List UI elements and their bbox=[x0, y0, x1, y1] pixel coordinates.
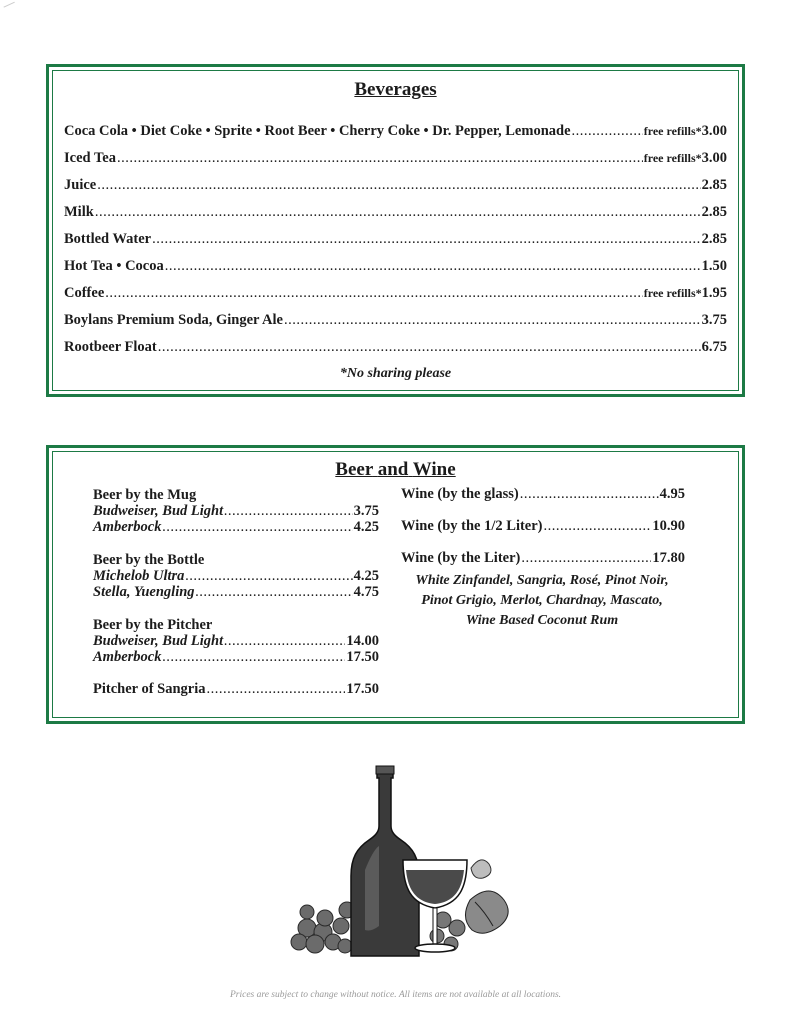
item-price: 3.00 bbox=[701, 150, 727, 166]
beverages-section bbox=[46, 64, 745, 397]
item-name: Coca Cola • Diet Coke • Sprite • Root Beer • Cherry Coke • Dr. Pepper, Lemonade bbox=[64, 123, 571, 139]
mug-heading: Beer by the Mug bbox=[93, 487, 197, 503]
price-disclaimer: Prices are subject to change without notice. All items are not available at all locations. bbox=[229, 990, 562, 1000]
item-name: Iced Tea bbox=[64, 150, 116, 166]
beverages-title: Beverages bbox=[354, 79, 437, 100]
beer-wine-section bbox=[46, 445, 745, 724]
item-name: Milk bbox=[64, 204, 94, 220]
menu-item bbox=[64, 285, 727, 302]
item-price: 2.85 bbox=[701, 177, 727, 193]
item-price: 1.50 bbox=[701, 258, 727, 274]
bottle-heading: Beer by the Bottle bbox=[93, 552, 205, 568]
leader-dots bbox=[572, 123, 643, 140]
item-name: Juice bbox=[64, 177, 97, 193]
item-name: Bottled Water bbox=[64, 231, 152, 247]
menu-item: Wine (by the glass) ..... 4.95 bbox=[401, 486, 685, 503]
menu-item: Wine (by the 1/2 Liter) ..... 10.90 bbox=[401, 518, 685, 535]
menu-item: Amberbock ..... 17.50 bbox=[93, 649, 379, 666]
leader-dots bbox=[97, 177, 700, 194]
item-name: Rootbeer Float bbox=[64, 339, 157, 355]
menu-item bbox=[64, 177, 727, 194]
leader-dots bbox=[165, 258, 701, 275]
leader-dots bbox=[95, 204, 701, 221]
menu-item: Michelob Ultra ..... 4.25 bbox=[93, 568, 379, 585]
item-price: 3.00 bbox=[701, 123, 727, 139]
menu-item bbox=[64, 258, 727, 275]
item-price: 1.95 bbox=[701, 285, 727, 301]
leader-dots bbox=[284, 312, 701, 329]
menu-item bbox=[64, 123, 727, 140]
menu-item: Stella, Yuengling ..... 4.75 bbox=[93, 584, 379, 601]
menu-item bbox=[64, 312, 727, 329]
pitcher-heading: Beer by the Pitcher bbox=[93, 617, 213, 633]
leader-dots bbox=[105, 285, 642, 302]
menu-item: Pitcher of Sangria ..... 17.50 bbox=[93, 681, 379, 698]
item-price: 2.85 bbox=[701, 231, 727, 247]
leader-dots bbox=[117, 150, 643, 167]
item-name: Coffee bbox=[64, 285, 105, 301]
item-note: free refills* bbox=[643, 151, 702, 165]
menu-item bbox=[64, 339, 727, 356]
wine-varieties: White Zinfandel, Sangria, Rosé, Pinot Noir, Pinot Grigio, Merlot, Chardnay, Mascato, Wine Based Coconut Rum bbox=[415, 573, 669, 628]
no-sharing-note: *No sharing please bbox=[339, 366, 452, 381]
item-price: 3.75 bbox=[701, 312, 727, 328]
item-note: free refills* bbox=[643, 124, 702, 138]
beer-wine-title: Beer and Wine bbox=[335, 459, 456, 480]
wine-bottle-illustration bbox=[285, 760, 515, 960]
menu-item: Budweiser, Bud Light ..... 3.75 bbox=[93, 503, 379, 520]
menu-item: Amberbock ..... 4.25 bbox=[93, 519, 379, 536]
item-note: free refills* bbox=[643, 286, 702, 300]
item-name: Hot Tea • Cocoa bbox=[64, 258, 164, 274]
leader-dots bbox=[152, 231, 701, 248]
item-price: 2.85 bbox=[701, 204, 727, 220]
menu-item bbox=[64, 231, 727, 248]
leader-dots bbox=[158, 339, 701, 356]
item-price: 6.75 bbox=[701, 339, 727, 355]
menu-item bbox=[64, 204, 727, 221]
scan-mark bbox=[4, 2, 17, 12]
item-name: Boylans Premium Soda, Ginger Ale bbox=[64, 312, 283, 328]
menu-item: Budweiser, Bud Light ..... 14.00 bbox=[93, 633, 379, 650]
menu-item: Wine (by the Liter) ..... 17.80 bbox=[401, 550, 685, 567]
menu-item bbox=[64, 150, 727, 167]
